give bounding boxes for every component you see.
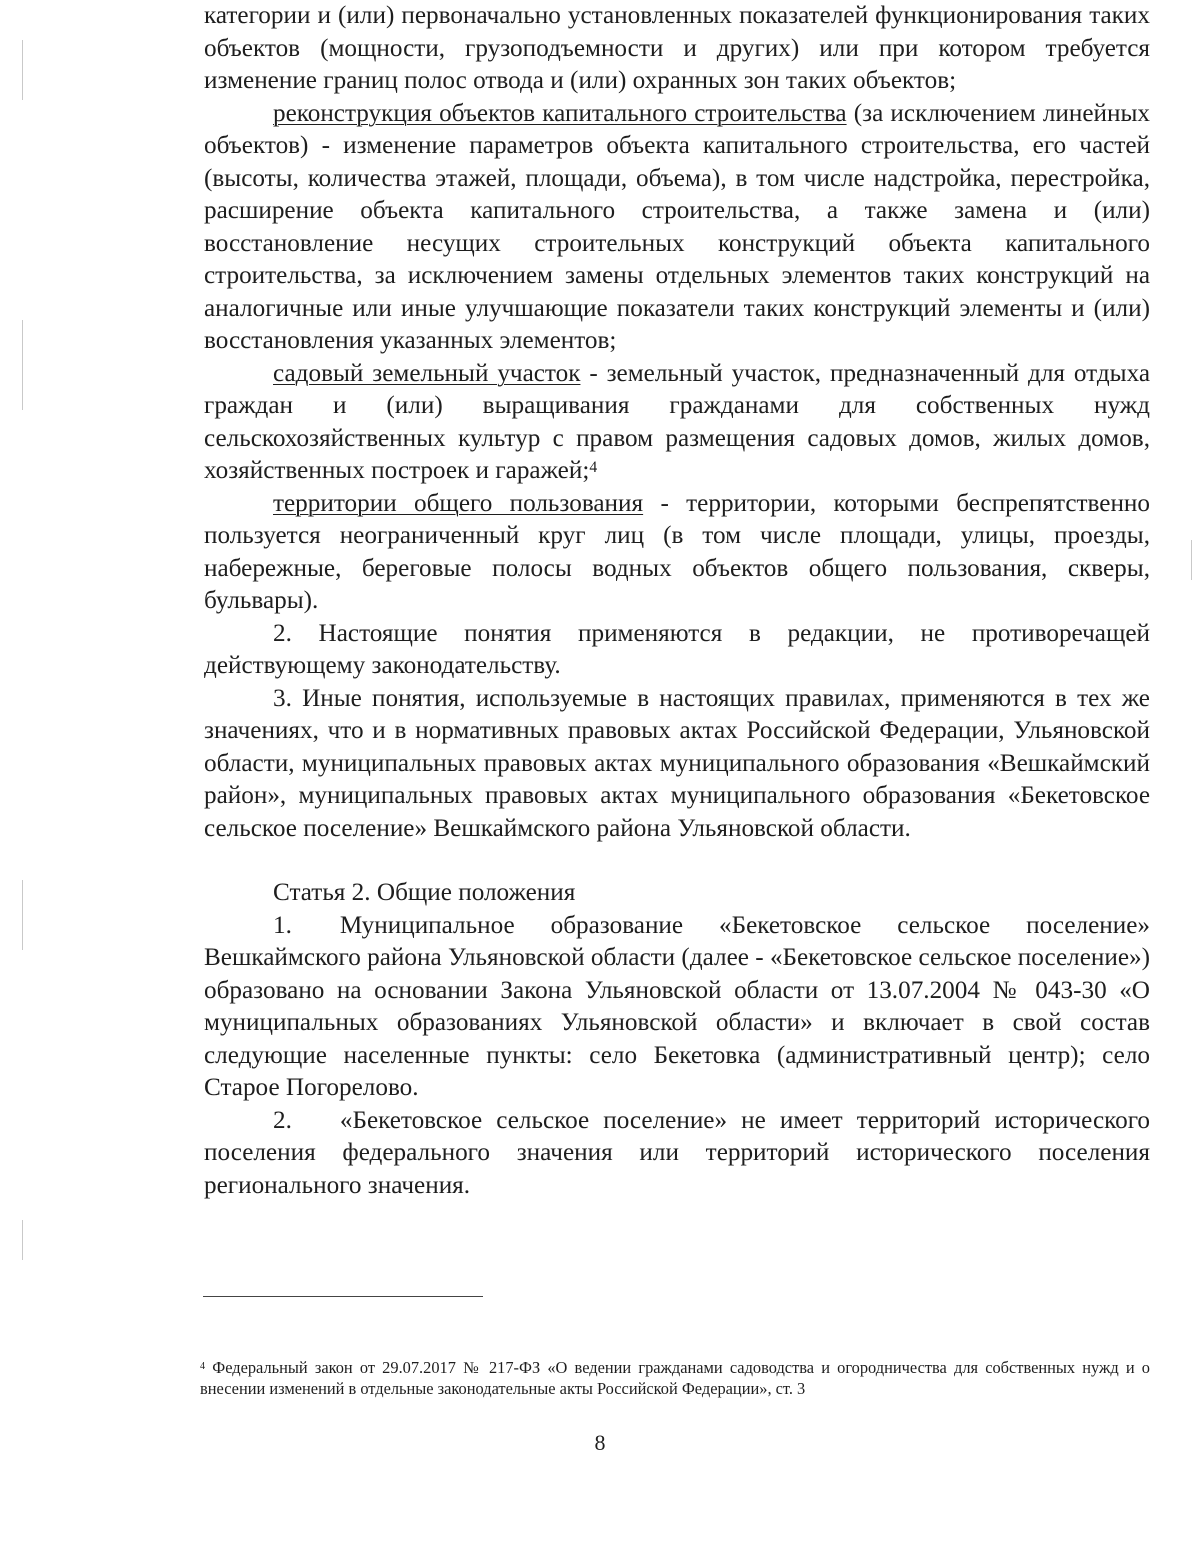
body-text <box>204 0 1150 1202</box>
definition-public-territory <box>204 488 1150 618</box>
item-text: «Бекетовское сельское поселение» не имеет территорий исторического поселения федерального значения или территорий исторического поселения регионального значения. <box>204 1106 1150 1199</box>
term-garden-plot: садовый земельный участок <box>273 359 581 387</box>
definition-text: (за исключением линейных объектов) - изменение параметров объекта капитального строительства, его частей (высоты, количества этажей, площади, объема), в том числе надстройка, перестройка, расширение объекта капитального строительства, а также замена и (или) восстановление несущих строительных конструкций объекта капитального строительства, за исключением замены отдельных элементов таких конструкций на аналогичные или иные улучшающие показатели таких конструкций элементы и (или) восстановления указанных элементов; <box>204 99 1150 354</box>
scan-edge-mark <box>22 320 23 410</box>
clause-3: 3. Иные понятия, используемые в настоящих правилах, применяются в тех же значениях, что и в нормативных правовых актах Российской Федерации, Ульяновской области, муниципальных правовых актах муниципального образования «Вешкаймский район», муниципальных правовых актах муниципального образования «Бекетовское сельское поселение» Вешкаймского района Ульяновской области. <box>204 684 1150 842</box>
definition-garden-plot <box>204 358 1150 488</box>
footnote-marker: 4 <box>200 1361 206 1373</box>
paragraph-continuation: категории и (или) первоначально установленных показателей функционирования таких объектов (мощности, грузоподъемности и других) или при котором требуется изменение границ полос отвода и (или) охранных зон таких объектов; <box>204 2 1150 94</box>
footnote-text: Федеральный закон от 29.07.2017 № 217-ФЗ «О ведении гражданами садоводства и огородничества для собственных нужд и о внесении изменений в отдельные законодательные акты Российской Федерации», ст. 3 <box>200 1358 1150 1398</box>
article-item-1 <box>204 910 1150 1105</box>
article-heading: Статья 2. Общие положения <box>273 879 576 906</box>
footnote <box>200 1358 1150 1399</box>
scan-edge-mark <box>22 880 23 950</box>
clause-2: 2. Настоящие понятия применяются в редакции, не противоречащей действующему законодательству. <box>204 619 1150 679</box>
scan-edge-mark <box>1191 540 1192 580</box>
footnote-reference: 4 <box>589 459 598 477</box>
article-item-2 <box>204 1105 1150 1203</box>
scan-edge-mark <box>22 40 23 100</box>
item-text: Муниципальное образование «Бекетовское сельское поселение» Вешкаймского района Ульяновской области (далее - «Бекетовское сельское поселение») образовано на основании Закона Ульяновской области от 13.07.2004 № 043-30 «О муниципальных образованиях Ульяновской области» и включает в свой состав следующие населенные пункты: село Бекетовка (административный центр); село Старое Погорелово. <box>204 911 1150 1101</box>
item-number: 1. <box>273 911 292 939</box>
definition-text: - земельный участок, предназначенный для отдыха граждан и (или) выращивания гражданами для собственных нужд сельскохозяйственных культур с правом размещения садовых домов, жилых домов, хозяйственных построек и гаражей; <box>204 359 1151 484</box>
term-public-territory: территории общего пользования <box>273 489 644 517</box>
item-number: 2. <box>273 1106 292 1134</box>
footnote-separator <box>203 1296 483 1297</box>
term-reconstruction: реконструкция объектов капитального строительства <box>273 99 847 127</box>
definition-text: - территории, которыми беспрепятственно пользуется неограниченный круг лиц (в том числе площади, улицы, проезды, набережные, береговые полосы водных объектов общего пользования, скверы, бульвары). <box>204 489 1150 614</box>
scan-edge-mark <box>22 1220 23 1260</box>
page-number: 8 <box>594 1430 606 1455</box>
definition-reconstruction <box>204 98 1150 358</box>
